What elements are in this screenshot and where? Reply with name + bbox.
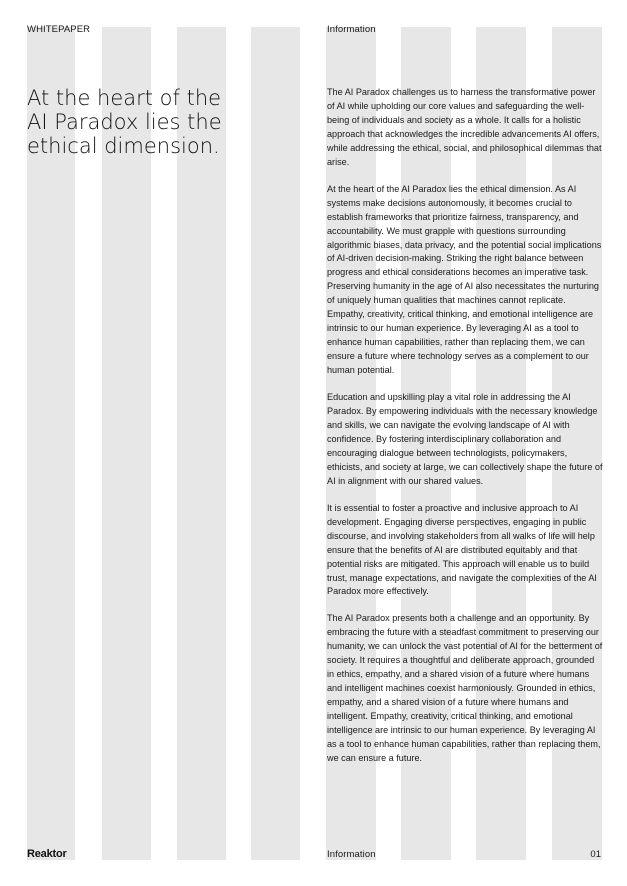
paragraph: At the heart of the AI Paradox lies the ethical dimension. As AI systems make decisions autonomously, it becomes crucial to establish frameworks that prioritize fairness, transparency, and accountability. We must grapple with questions surrounding algorithmic biases, data privacy, and the potential social implications of AI-driven decision-making. Striking the right balance between progress and ethical considerations becomes an imperative task. Preserving humanity in the age of AI also necessitates the nurturing of uniquely human qualities that machines cannot replicate. Empathy, creativity, critical thinking, and emotional intelligence are intrinsic to our human experience. By leveraging AI as a tool to enhance human capabilities, rather than replacing them, we can ensure a future where technology serves as a complement to our human potential. [327,183,602,376]
paragraph: The AI Paradox challenges us to harness the transformative power of AI while upholding our core values and safeguarding the well-being of individuals and society as a whole. It calls for a holistic approach that acknowledges the incredible advancements AI offers, while addressing the ethical, social, and philosophical dilemmas that arise. [327,87,602,167]
brand-logo: Reaktor [27,848,67,860]
grid-stripe [251,27,300,860]
paragraph: The AI Paradox presents both a challenge and an opportunity. By embracing the future with a steadfast commitment to preserving our humanity, we can unlock the vast potential of AI for the betterment of society. It requires a thoughtful and deliberate approach, grounded in ethics, empathy, and a shared vision of a future where humans and intelligent machines coexist harmoniously. Grounded in ethics, empathy, and a shared vision of a future where humans and intelligent. Empathy, creativity, critical thinking, and emotional intelligence are intrinsic to our human experience. By leveraging AI as a tool to enhance human capabilities, rather than replacing them, we can ensure a future. [327,613,603,763]
section-label: Information [327,24,376,35]
footer-section-label: Information [327,849,376,860]
page-number: 01 [590,849,601,860]
document-type-label: WHITEPAPER [27,24,91,35]
paragraph: Education and upskilling play a vital role in addressing the AI Paradox. By empowering individuals with the necessary knowledge and skills, we can navigate the evolving landscape of AI with confidence. By fostering interdisciplinary collaboration and encouraging dialogue between technologists, policymakers, ethicists, and society at large, we can collectively shape the future of AI in alignment with our shared values. [327,392,603,486]
page-headline: At the heart of the AI Paradox lies the ethical dimension. [27,86,222,158]
body-text [327,86,603,779]
paragraph: It is essential to foster a proactive and inclusive approach to AI development. Engaging diverse perspectives, engaging in public discourse, and involving stakeholders from all walks of life will help ensure that the benefits of AI are distributed equitably and that potential risks are mitigated. This approach will enable us to build trust, manage expectations, and navigate the complexities of the AI Paradox more effectively. [327,502,597,597]
